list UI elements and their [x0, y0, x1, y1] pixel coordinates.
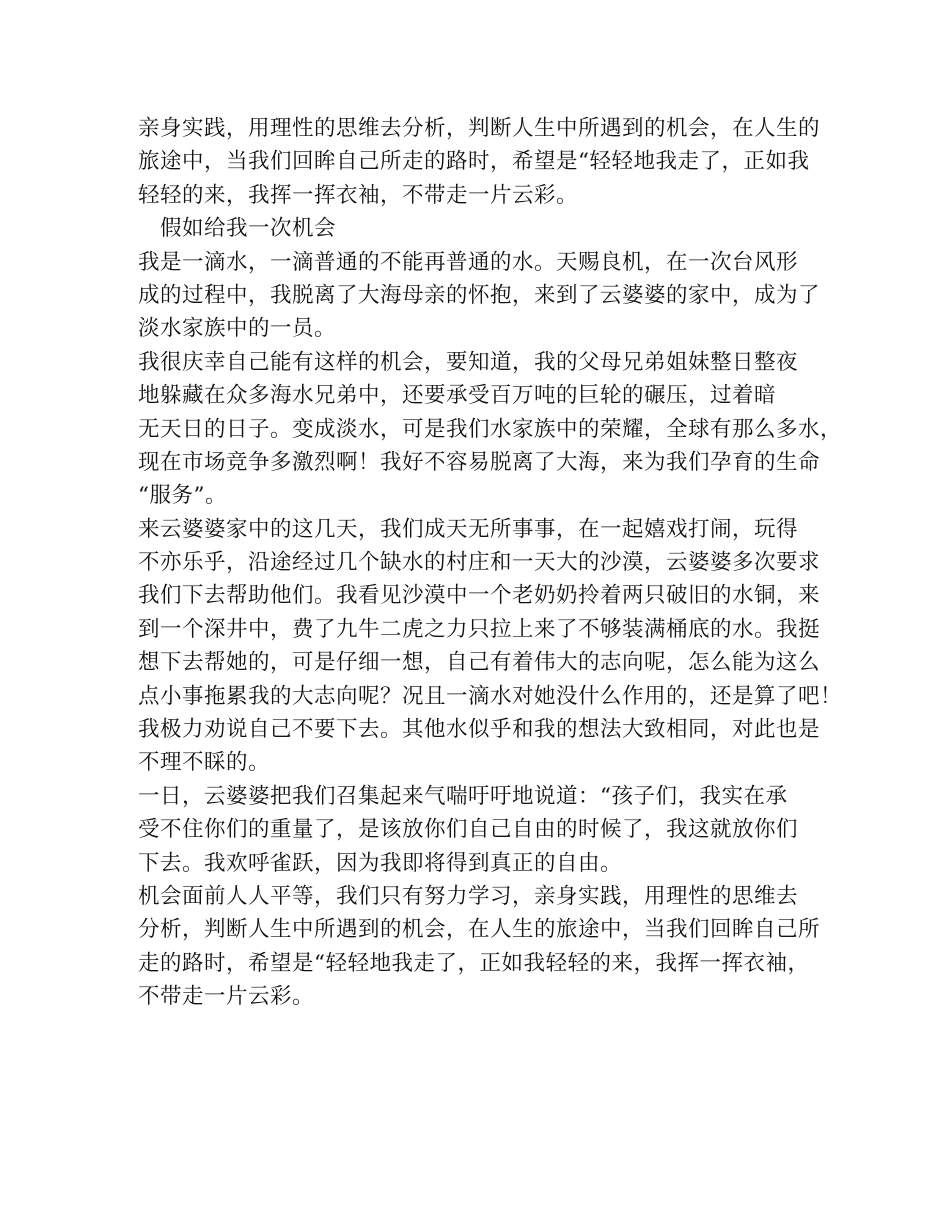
text-line: 我极力劝说自己不要下去。其他水似乎和我的想法大致相同，对此也是 [138, 717, 821, 743]
text-line: 无天日的日子。变成淡水，可是我们水家族中的荣耀，全球有那么多水， [138, 416, 843, 442]
text-line: 机会面前人人平等，我们只有努力学习，亲身实践，用理性的思维去 [138, 883, 799, 909]
section-title: 假如给我一次机会 [138, 216, 337, 242]
text-line: 下去。我欢呼雀跃，因为我即将得到真正的自由。 [138, 850, 623, 876]
text-line: 受不住你们的重量了，是该放你们自己自由的时候了，我这就放你们 [138, 817, 799, 843]
text-line: 旅途中，当我们回眸自己所走的路时，希望是“轻轻地我走了，正如我 [138, 149, 810, 175]
text-line: 点小事拖累我的大志向呢？况且一滴水对她没什么作用的，还是算了吧！ [138, 683, 843, 709]
text-line: 不理不睬的。 [138, 750, 271, 776]
text-line: “服务”。 [138, 483, 227, 509]
text-line: 走的路时，希望是“轻轻地我走了，正如我轻轻的来，我挥一挥衣袖， [138, 950, 810, 976]
text-line: 现在市场竞争多激烈啊！我好不容易脱离了大海，来为我们孕育的生命 [138, 449, 821, 475]
text-line: 淡水家族中的一员。 [138, 316, 337, 342]
document-body [138, 112, 843, 1014]
text-line: 亲身实践，用理性的思维去分析，判断人生中所遇到的机会，在人生的 [138, 116, 821, 141]
text-line: 分析，判断人生中所遇到的机会，在人生的旅途中，当我们回眸自己所 [138, 917, 821, 943]
text-line: 不亦乐乎，沿途经过几个缺水的村庄和一天大的沙漠，云婆婆多次要求 [138, 550, 821, 576]
text-line: 轻轻的来，我挥一挥衣袖，不带走一片云彩。 [138, 182, 579, 208]
text-line: 地躲藏在众多海水兄弟中，还要承受百万吨的巨轮的碾压，过着暗 [138, 383, 777, 409]
text-line: 我们下去帮助他们。我看见沙漠中一个老奶奶拎着两只破旧的水铜，来 [138, 583, 821, 609]
text-line: 我是一滴水，一滴普通的不能再普通的水。天赐良机，在一次台风形 [138, 249, 799, 275]
text-line: 成的过程中，我脱离了大海母亲的怀抱，来到了云婆婆的家中，成为了 [138, 282, 821, 308]
text-line: 来云婆婆家中的这几天，我们成天无所事事，在一起嬉戏打闹，玩得 [138, 516, 799, 542]
text-line: 想下去帮她的，可是仔细一想，自己有着伟大的志向呢，怎么能为这么 [138, 650, 821, 676]
text-line: 一日，云婆婆把我们召集起来气喘吁吁地说道：“孩子们，我实在承 [138, 783, 788, 809]
text-line: 到一个深井中，费了九牛二虎之力只拉上来了不够装满桶底的水。我挺 [138, 616, 821, 642]
text-line: 我很庆幸自己能有这样的机会，要知道，我的父母兄弟姐妹整日整夜 [138, 349, 799, 375]
text-line: 不带走一片云彩。 [138, 984, 315, 1010]
